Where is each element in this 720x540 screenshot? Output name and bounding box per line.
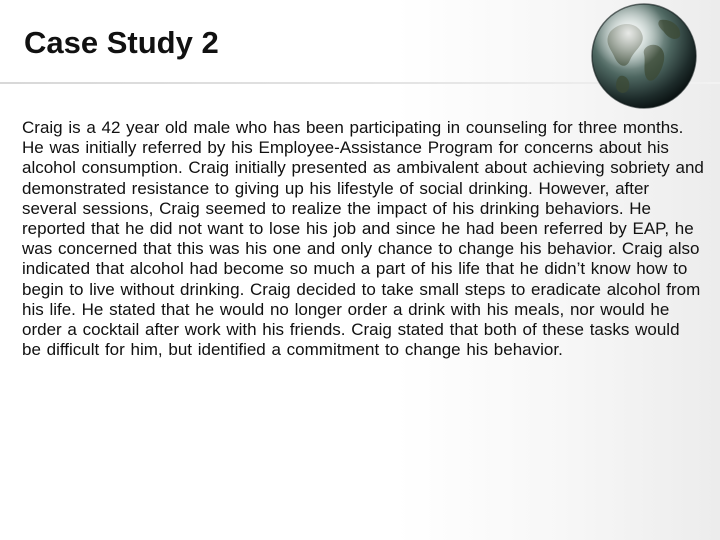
globe-icon bbox=[590, 2, 698, 110]
slide-title: Case Study 2 bbox=[24, 25, 219, 60]
case-study-paragraph: Craig is a 42 year old male who has been participating in counseling for three months. He was initially referred by his Employee-Assistance Program for concerns about his alcohol consumption. Craig initially presented as ambivalent about achieving sobriety and demonstrated resistance to giving up his lifestyle of social drinking. However, after several sessions, Craig seemed to realize the impact of his drinking behaviors. He reported that he did not want to lose his job and since he had been referred by EAP, he was concerned that this was his one and only chance to change his behavior. Craig also indicated that alcohol had become so much a part of his life that he didn’t know how to begin to live without drinking. Craig decided to take small steps to eradicate alcohol from his life. He stated that he would no longer order a drink with his meals, nor would he order a cocktail after work with his friends. Craig stated that both of these tasks would be difficult for him, but identified a commitment to change his behavior. bbox=[22, 118, 704, 360]
